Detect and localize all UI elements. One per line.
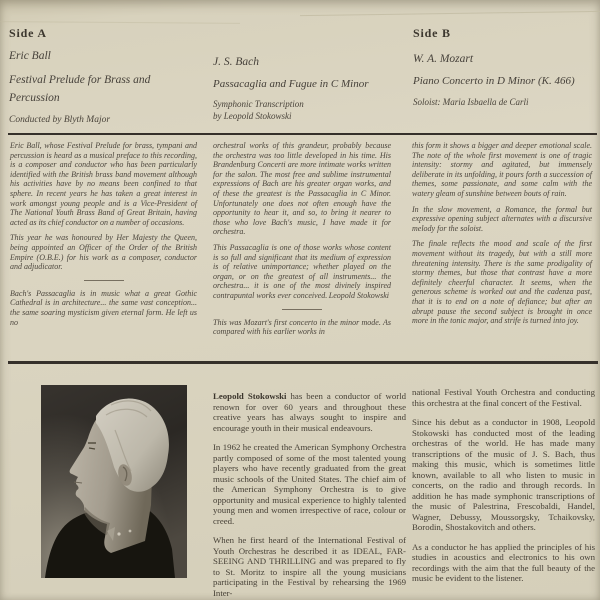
note-paragraph: In the slow movement, a Romance, the formal but expressive opening subject alternates with a discursive melody for the soloist.	[412, 204, 592, 233]
side-a-conductor-note: Conducted by Blyth Major	[9, 115, 111, 125]
note-paragraph: The finale reflects the mood and scale of the first movement without its tragedy, but with a still more threatening intensity. There is the same prodigality of stormy themes, but those that contrast have a more definitely cheerful character. It seems, when the generous scheme is worked out and the cadenza past, that it is to end on a note of defiance; but after an abrupt pause the second subject is brought in once more in the tonic major, and strife is turned into joy.	[412, 239, 592, 326]
bio-paragraph-text: has been a conductor of world renown for over 60 years and throughout these creative years has always sought to inspire and encourage youth in their musical endeavours.	[213, 391, 406, 433]
notes-column-middle	[213, 141, 391, 343]
side-b-label: Side B	[413, 26, 451, 40]
side-a-label: Side A	[9, 26, 47, 40]
bio-paragraph: When he first heard of the International Festival of Youth Orchestras he described it as IDEAL, FAR-SEEING AND THRILLING and was prepared to fly to St. Moritz to inspire all the young musicians participating in the Festival by rehearsing the 1969 Inter-	[213, 535, 406, 598]
side-a-artist: Eric Ball	[9, 50, 51, 62]
stokowski-profile-illustration	[41, 385, 187, 578]
note-paragraph: This was Mozart's first concerto in the minor mode. As compared with his earlier works in	[213, 317, 391, 337]
scan-crease	[0, 21, 240, 24]
paragraph-divider	[84, 280, 124, 281]
notes-column-right	[412, 141, 592, 332]
note-paragraph: This Passacaglia is one of those works whose content is so full and significant that its medium of expression is of relative unimportance; whether played on the organ, or on the greatest of all instruments... the orchestra... it is one of the most divinely inspired contrapuntal works ever conceived.	[213, 242, 391, 300]
bach-work-title: Passacaglia and Fugue in C Minor	[213, 78, 369, 90]
bio-column-right	[412, 387, 595, 593]
stokowski-photo	[41, 385, 187, 578]
bio-paragraph: Since his debut as a conductor in 1908, Leopold Stokowski has conducted most of the leading orchestras of the world. He has made many transcriptions of the music of J. S. Bach, thus making this music, which is sometimes little known, available to all who listen to music in concerts, on the radio and through records. In addition he has made symphonic transcriptions of the music of Palestrina, Frescobaldi, Handel, Wagner, Debussy, Moussorgsky, Tchaikovsky, Borodin, Shostakovitch and others.	[412, 417, 595, 532]
note-paragraph: Eric Ball, whose Festival Prelude for brass, tympani and percussion is heard as a musical preface to this recording, is a composer and conductor who has been particularly identified with the British brass band movement although his activities have by no means been confined to that sphere. In recent years he has taken a great interest in work amongst young people and is a Vice-President of The National Youth Brass Band of Great Britain, having acted as its chief conductor on a number of occasions.	[10, 141, 197, 227]
bio-paragraph: national Festival Youth Orchestra and conducting this orchestra at the final concert of the Festival.	[412, 387, 595, 408]
side-b-work-title: Piano Concerto in D Minor (K. 466)	[413, 75, 575, 87]
header-divider-rule	[8, 133, 597, 135]
note-paragraph: Bach's Passacaglia is in music what a great Gothic Cathedral is in architecture... the same vast conception... the same soaring mysticism given eternal form. He left us no	[10, 288, 197, 327]
paragraph-divider	[282, 309, 322, 310]
note-paragraph: This year he was honoured by Her Majesty the Queen, being appointed an Officer of the Order of the British Empire (O.B.E.) for his work as a composer, conductor and adjudicator.	[10, 233, 197, 272]
stokowski-credit-text: Leopold Stokowski	[328, 290, 389, 300]
bach-transcription-note-line2: by Leopold Stokowski	[213, 111, 292, 121]
bio-paragraph: In 1962 he created the American Symphony Orchestra partly composed of some of the most talented young players who have recently graduated from the great music schools of the United States. The chief aim of the American Symphony Orchestra is to give opportunity and musical experience to highly talented young men and women irrespective of race, colour or creed.	[213, 442, 406, 526]
bio-column-left	[213, 391, 406, 600]
note-paragraph: this form it shows a bigger and deeper emotional scale. The note of the whole first movement is one of tragic intensity: stormy and agitated, but immensely deliberate in its unfolding, it pours forth a succession of themes, some passionate, and some calm with the watery gleam of sunshine between bouts of rain.	[412, 141, 592, 198]
notes-column-left	[10, 141, 197, 333]
bio-paragraph	[213, 391, 406, 433]
note-paragraph: orchestral works of this grandeur, probably because the orchestra was too little developed in his time. His Brandenburg Concerti are more intimate works written for the salon. The most free and sublime instrumental expressions of Bach are his greater organ works, and of these the greatest is the Passacaglia in C Minor. Unfortunately one does not often enough have the opportunity to hear it, and so, to bring it nearer to those who love Bach's music, I have made it for orchestra.	[213, 141, 391, 237]
stokowski-name-bold: Leopold Stokowski	[213, 391, 287, 401]
bach-artist: J. S. Bach	[213, 56, 259, 68]
bach-transcription-note-line1: Symphonic Transcription	[213, 99, 304, 109]
scan-crease	[300, 11, 600, 16]
side-b-soloist-note: Soloist: Maria Isbaella de Carli	[413, 97, 529, 107]
side-a-work-title: Festival Prelude for Brass and Percussion	[9, 74, 151, 104]
bio-paragraph: As a conductor he has applied the principles of his studies in acoustics and electronics to his own recordings with the aim that the full beauty of the music be evident to the listener.	[412, 541, 595, 583]
section-divider-rule	[8, 361, 598, 364]
side-b-artist: W. A. Mozart	[413, 53, 474, 65]
